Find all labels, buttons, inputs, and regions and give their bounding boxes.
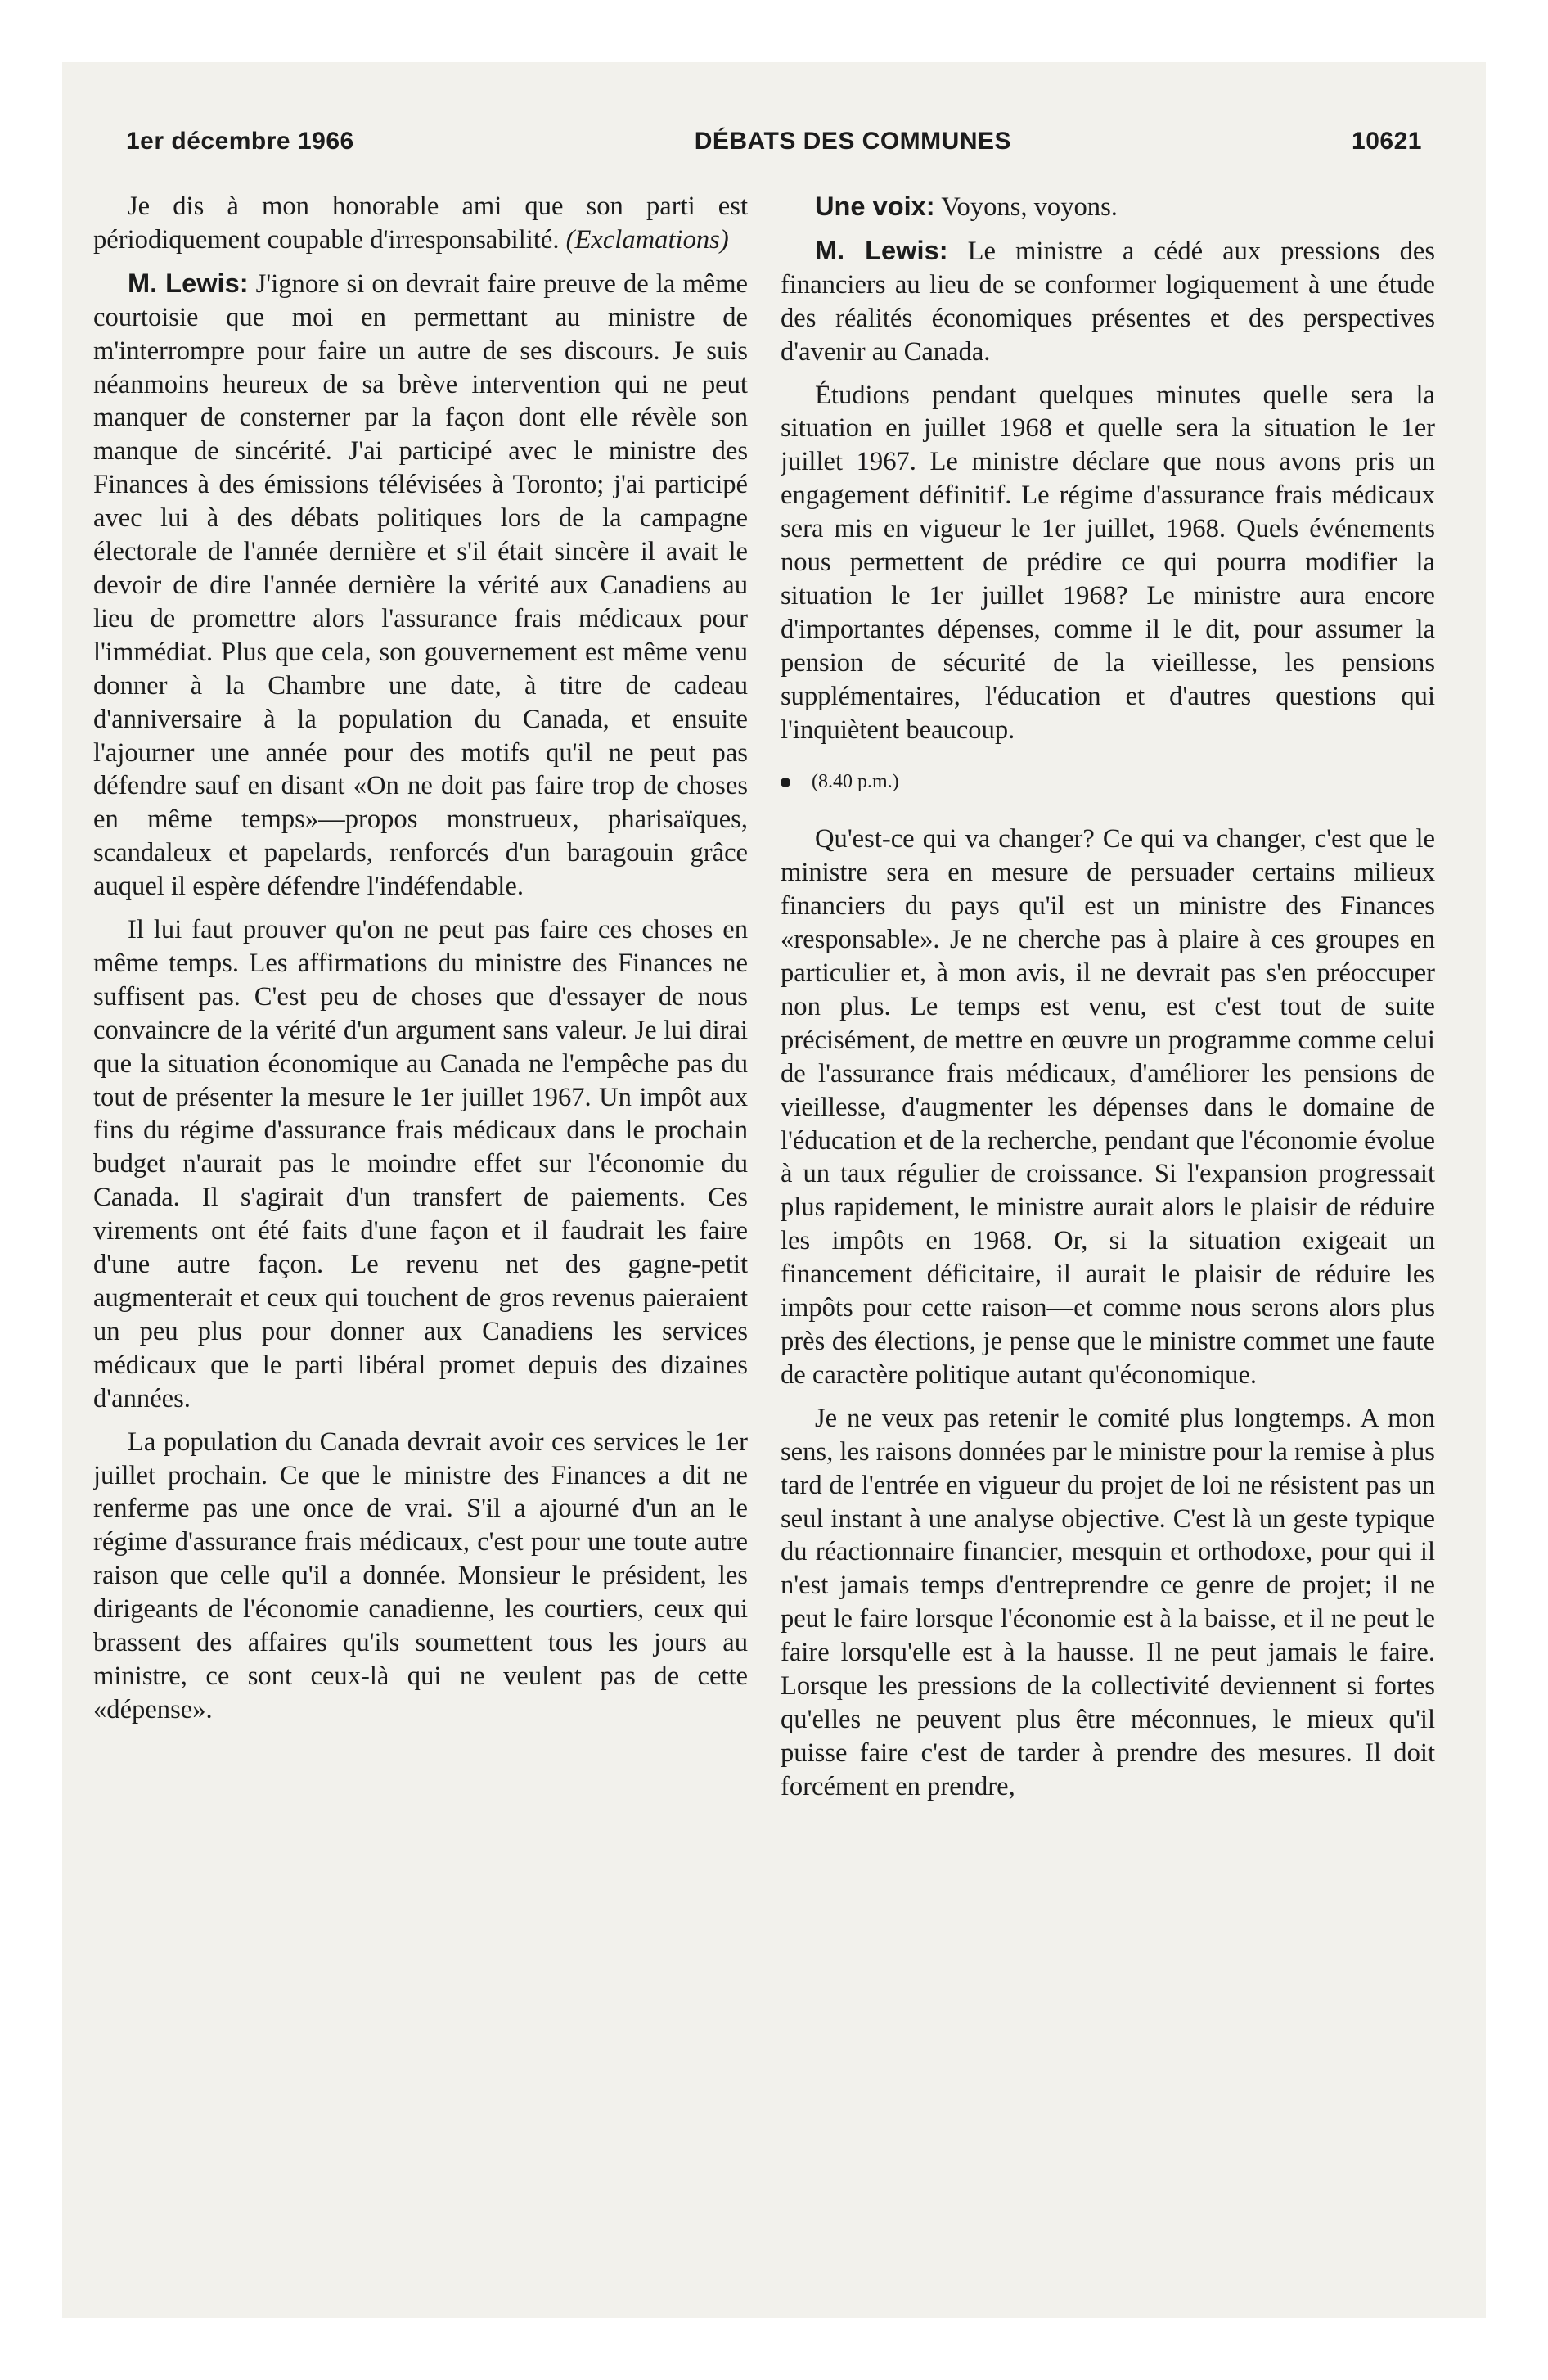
bullet-icon	[781, 778, 790, 787]
text-columns	[93, 190, 1435, 2285]
paragraph-text: Voyons, voyons.	[934, 192, 1118, 222]
paragraph: Étudions pendant quelques minutes quelle sera la situation en juillet 1968 et quelle sera la situation le 1er juillet 1967. Le ministre déclare que nous avons pris un engagement définitif. Le régime d'assurance frais médicaux sera mis en vigueur le 1er juillet, 1968. Quels événements nous permettent de prédire ce qui pourra modifier la situation le 1er juillet 1968? Le ministre aura encore d'importantes dépenses, comme il le dit, pour assumer la pension de sécurité de la vieillesse, les pensions supplémentaires, l'éducation et d'autres questions qui l'inquiètent beaucoup.	[781, 380, 1435, 745]
paragraph: Qu'est-ce qui va changer? Ce qui va changer, c'est que le ministre sera en mesure de persuader certains milieux financiers du pays qu'il est un ministre des Finances «responsable». Je ne cherche pas à plaire à ces groupes en particulier et, à mon avis, il ne devrait pas s'en préoccuper non plus. Le temps est venu, est c'est tout de suite précisément, de mettre en œuvre un programme comme celui de l'assurance frais médicaux, d'améliorer les pensions de vieillesse, d'augmenter les dépenses dans le domaine de l'éducation et de la recherche, pendant que l'économie évolue à un taux régulier de croissance. Si l'expansion progressait plus rapidement, le ministre aurait alors le plaisir de réduire les impôts en 1968. Or, si la situation exigeait un financement déficitaire, il aurait le plaisir de réduire les impôts pour cette raison—et comme nous serons alors plus près des élections, je pense que le ministre commet une faute de caractère politique autant qu'économique.	[781, 824, 1435, 1390]
header-title: DÉBATS DES COMMUNES	[694, 128, 1012, 155]
paragraph	[93, 267, 748, 904]
paragraph: Il lui faut prouver qu'on ne peut pas faire ces choses en même temps. Les affirmations du ministre des Finances ne suffisent pas. C'est peu de choses que d'essayer de nous convaincre de la vérité d'un argument sans valeur. Je lui dirai que la situation économique au Canada ne l'empêche pas du tout de présenter la mesure le 1er juillet 1967. Un impôt aux fins du régime d'assurance frais médicaux dans le prochain budget n'aurait pas le moindre effet sur l'économie du Canada. Il s'agirait d'un transfert de paiements. Ces virements ont été faits d'une façon et il faudrait les faire d'une autre façon. Le revenu net des gagne-petit augmenterait et ceux qui touchent de gros revenus paieraient un peu plus pour donner aux Canadiens les services médicaux que le parti libéral promet depuis des dizaines d'années.	[93, 915, 748, 1413]
speaker-name: Une voix:	[815, 191, 935, 221]
paragraph	[781, 234, 1435, 369]
paragraph	[93, 190, 748, 257]
paragraph	[781, 190, 1435, 224]
speaker-name: M. Lewis:	[815, 234, 948, 265]
right-column	[781, 190, 1435, 2285]
paragraph-text: J'ignore si on devrait faire preuve de la même courtoisie que moi en permettant au ministre de m'interrompre pour faire un autre de ses discours. Je suis néanmoins heureux de sa brève intervention qui ne peut manquer de consterner par la façon dont elle révèle son manque de sincérité. J'ai participé avec le ministre des Finances à des émissions télévisées à Toronto; j'ai participé avec lui à des débats politiques lors de la campagne électorale de l'année dernière et s'il était sincère il avait le devoir de dire l'année dernière la vérité aux Canadiens au lieu de promettre alors l'assurance frais médicaux pour l'immédiat. Plus que cela, son gouvernement est même venu donner à la Chambre une date, à titre de cadeau d'anniversaire à la population du Canada, et ensuite l'ajourner une année pour des motifs qu'il ne peut pas défendre sauf en disant «On ne doit pas faire trop de choses en même temps»—propos monstrueux, pharisaïques, scandaleux et papelards, renforcés d'un baragouin grâce auquel il espère défendre l'indéfendable.	[93, 268, 748, 902]
page-number: 10621	[1352, 128, 1422, 155]
stage-note: (Exclamations)	[565, 224, 729, 255]
paragraph-text: Le ministre a cédé aux pressions des financiers au lieu de se conformer logiquement à une étude des réalités économiques présentes et des perspectives d'avenir au Canada.	[781, 236, 1435, 367]
paragraph: Je ne veux pas retenir le comité plus longtemps. A mon sens, les raisons données par le ministre pour la remise à plus tard de l'entrée en vigueur du projet de loi ne résistent pas un seul instant à une analyse objective. C'est là un geste typique du réactionnaire financier, mesquin et orthodoxe, pour qui il n'est jamais temps d'entreprendre ce genre de projet; il ne peut le faire lorsque l'économie est à la baisse, et il ne peut le faire lorsqu'elle est à la hausse. Il ne peut jamais le faire. Lorsque les pressions de la collectivité deviennent si fortes qu'elles ne peuvent plus être méconnues, le mieux qu'il puisse faire c'est de tarder à prendre des mesures. Il doit forcément en prendre,	[781, 1403, 1435, 1801]
time-marker-text: (8.40 p.m.)	[812, 770, 899, 792]
header-date: 1er décembre 1966	[126, 128, 354, 155]
speaker-name: M. Lewis:	[128, 267, 249, 298]
page-header	[126, 128, 1422, 167]
left-column	[93, 190, 748, 2285]
paragraph: La population du Canada devrait avoir ces services le 1er juillet prochain. Ce que le ministre des Finances a dit ne renferme pas une once de vrai. S'il a ajourné d'un an le régime d'assurance frais médicaux, c'est pour une toute autre raison que celle qu'il a donnée. Monsieur le président, les dirigeants de l'économie canadienne, les courtiers, ceux qui brassent des affaires qu'ils soumettent tous les jours au ministre, ce sont ceux-là qui ne veulent pas de cette «dépense».	[93, 1427, 748, 1724]
paragraph-text: Je dis à mon honorable ami que son parti est périodiquement coupable d'irresponsabilité.	[93, 192, 748, 255]
time-marker	[781, 765, 1435, 799]
document-page	[62, 62, 1486, 2318]
